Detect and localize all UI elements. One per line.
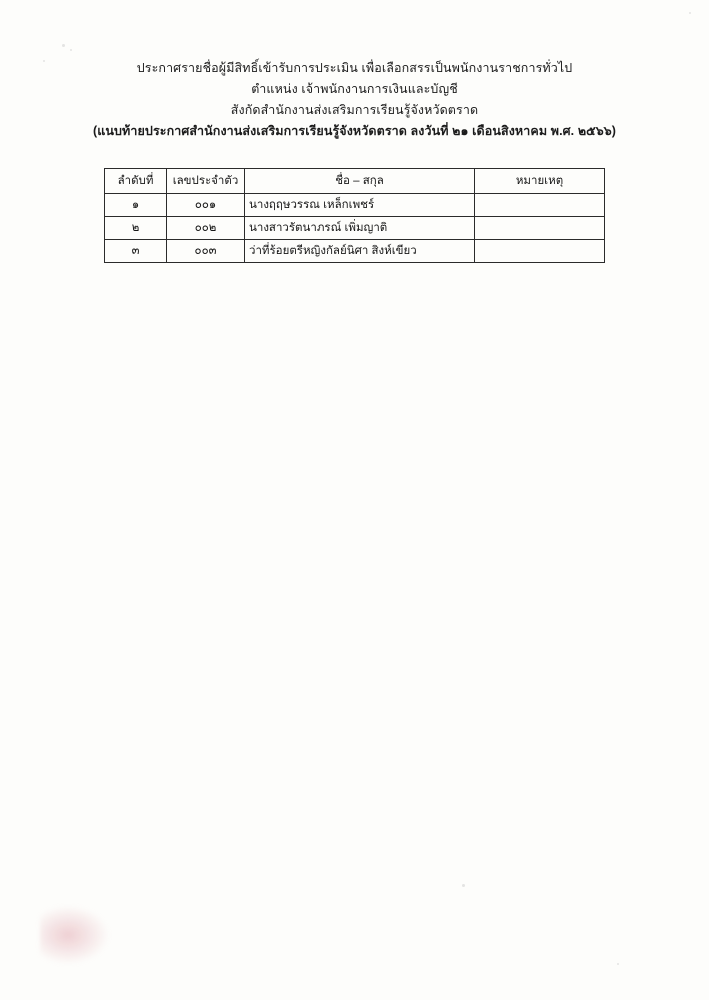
scan-speck [70, 49, 72, 51]
header-line-2: ตำแหน่ง เจ้าพนักงานการเงินและบัญชี [251, 82, 458, 96]
cell-no: ๑ [105, 194, 167, 217]
header-line-3: สังกัดสำนักงานส่งเสริมการเรียนรู้จังหวัดตราด [230, 103, 479, 117]
table-header-row [105, 169, 605, 194]
cell-no: ๓ [105, 240, 167, 263]
header-line-4: (แนบท้ายประกาศสำนักงานส่งเสริมการเรียนรู้จังหวัดตราด ลงวันที่ ๒๑ เดือนสิงหาคม พ.ศ. ๒๕๖๖) [92, 124, 617, 138]
cell-note [475, 240, 605, 263]
scan-speck [689, 12, 691, 14]
cell-id: ๐๐๑ [167, 194, 245, 217]
column-header-no: ลำดับที่ [105, 169, 167, 194]
document-header [0, 58, 709, 142]
scan-speck [617, 963, 619, 965]
cell-id: ๐๐๓ [167, 240, 245, 263]
column-header-id: เลขประจำตัว [167, 169, 245, 194]
cell-no: ๒ [105, 217, 167, 240]
table-row [105, 240, 605, 263]
cell-name: นางฤฤษวรรณ เหล็กเพชร์ [245, 194, 475, 217]
scan-smudge [40, 905, 110, 965]
cell-note [475, 194, 605, 217]
cell-note [475, 217, 605, 240]
header-line-1: ประกาศรายชื่อผู้มีสิทธิ์เข้ารับการประเมิน เพื่อเลือกสรรเป็นพนักงานราชการทั่วไป [136, 61, 573, 75]
candidate-table [104, 168, 605, 263]
scan-speck [62, 44, 65, 47]
table-row [105, 194, 605, 217]
column-header-name: ชื่อ – สกุล [245, 169, 475, 194]
table-row [105, 217, 605, 240]
cell-name: ว่าที่ร้อยตรีหญิงกัลย์นิศา สิงห์เขียว [245, 240, 475, 263]
cell-id: ๐๐๒ [167, 217, 245, 240]
scan-speck [462, 884, 465, 887]
column-header-note: หมายเหตุ [475, 169, 605, 194]
cell-name: นางสาวรัตนาภรณ์ เพิ่มญาติ [245, 217, 475, 240]
